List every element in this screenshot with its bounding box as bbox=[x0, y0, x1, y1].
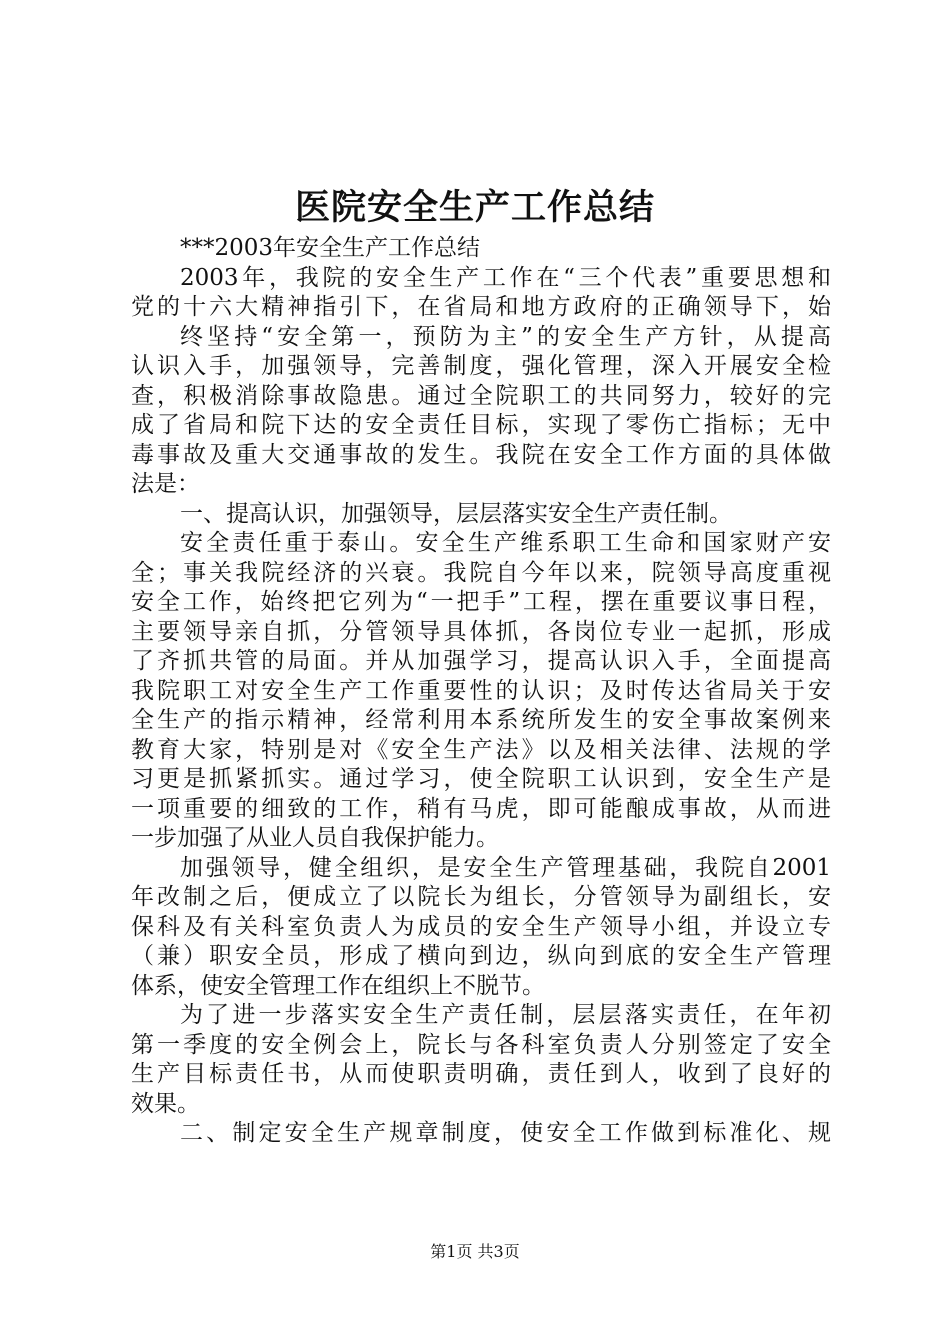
text-line: 安全责任重于泰山。安全生产维系职工生命和国家财产安 bbox=[180, 530, 831, 556]
text-line: 体系，使安全管理工作在组织上不脱节。 bbox=[131, 972, 545, 999]
text-line: 主要领导亲自抓，分管领导具体抓，各岗位专业一起抓，形成 bbox=[131, 618, 831, 645]
text-line: 了齐抓共管的局面。并从加强学习，提高认识入手，全面提高 bbox=[131, 648, 831, 674]
text-line: 年改制之后，便成立了以院长为组长，分管领导为副组长，安 bbox=[131, 884, 831, 910]
text-line: 安全工作，始终把它列为“一把手”工程，摆在重要议事日程， bbox=[131, 589, 831, 615]
text-line: 为了进一步落实安全生产责任制，层层落实责任，在年初 bbox=[180, 1002, 831, 1028]
text-line: 第一季度的安全例会上，院长与各科室负责人分别签定了安全 bbox=[131, 1031, 831, 1058]
text-line: 加强领导，健全组织，是安全生产管理基础，我院自2001 bbox=[180, 854, 831, 881]
text-line: 全；事关我院经济的兴衰。我院自今年以来，院领导高度重视 bbox=[131, 559, 831, 586]
text-line: 成了省局和院下达的安全责任目标，实现了零伤亡指标；无中 bbox=[131, 412, 831, 438]
document-body bbox=[131, 234, 831, 1149]
text-line: 党的十六大精神指引下，在省局和地方政府的正确领导下，始 bbox=[131, 294, 831, 320]
text-line: 一步加强了从业人员自我保护能力。 bbox=[131, 825, 499, 851]
text-line: 一项重要的细致的工作，稍有马虎，即可能酿成事故，从而进 bbox=[131, 795, 831, 822]
text-line: 一、提高认识，加强领导，层层落实安全生产责任制。 bbox=[180, 500, 732, 527]
text-line: 习更是抓紧抓实。通过学习，使全院职工认识到，安全生产是 bbox=[131, 766, 831, 792]
text-line: 效果。 bbox=[131, 1090, 200, 1117]
text-line: 查，积极消除事故隐患。通过全院职工的共同努力，较好的完 bbox=[131, 382, 831, 409]
text-line: 终坚持“安全第一，预防为主”的安全生产方针，从提高 bbox=[180, 323, 831, 350]
text-line: （兼）职安全员，形成了横向到边，纵向到底的安全生产管理 bbox=[131, 943, 831, 969]
text-line: 我院职工对安全生产工作重要性的认识；及时传达省局关于安 bbox=[131, 677, 831, 704]
page-footer: 第1页 共3页 bbox=[430, 1242, 520, 1261]
text-line: 毒事故及重大交通事故的发生。我院在安全工作方面的具体做 bbox=[131, 441, 831, 468]
text-line: 2003年，我院的安全生产工作在“三个代表”重要思想和 bbox=[180, 264, 831, 291]
text-line: 二、制定安全生产规章制度，使安全工作做到标准化、规 bbox=[180, 1120, 831, 1146]
text-line: 保科及有关科室负责人为成员的安全生产领导小组，并设立专 bbox=[131, 913, 831, 940]
document-title: 医院安全生产工作总结 bbox=[294, 187, 655, 228]
text-line: 全生产的指示精神，经常利用本系统所发生的安全事故案例来 bbox=[131, 707, 831, 733]
text-line: 法是： bbox=[131, 471, 200, 497]
text-line: ***2003年安全生产工作总结 bbox=[180, 235, 481, 261]
text-line: 教育大家，特别是对《安全生产法》以及相关法律、法规的学 bbox=[131, 736, 831, 763]
text-line: 生产目标责任书，从而使职责明确，责任到人，收到了良好的 bbox=[131, 1061, 831, 1087]
text-line: 认识入手，加强领导，完善制度，强化管理，深入开展安全检 bbox=[131, 353, 831, 379]
